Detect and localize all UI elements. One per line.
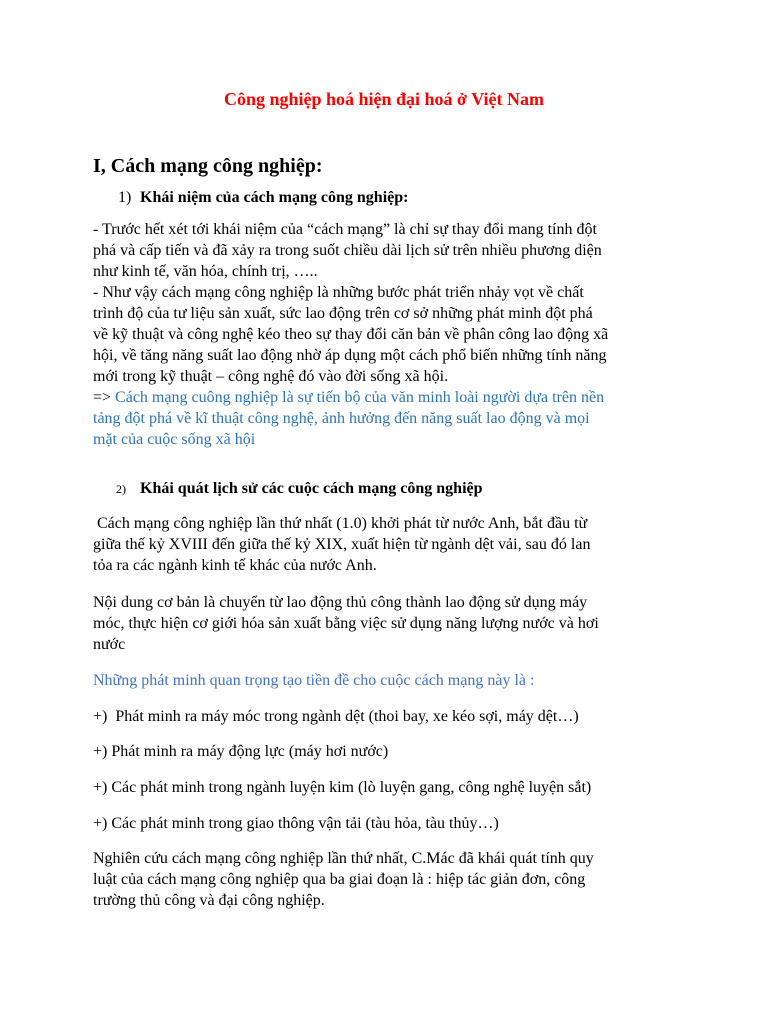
invention-item: +) Các phát minh trong ngành luyện kim (lò luyện gang, công nghệ luyện sắt)	[93, 779, 592, 796]
subheading-1-label: Khái niệm của cách mạng công nghiệp:	[140, 189, 409, 206]
invention-item: +) Phát minh ra máy móc trong ngành dệt (thoi bay, xe kéo sợi, máy dệt…)	[93, 708, 579, 725]
paragraph-marx	[93, 848, 683, 911]
subheading-1	[118, 189, 408, 207]
subheading-1-number: 1)	[118, 189, 132, 206]
conclusion-line: mặt của cuộc sống xã hội	[93, 431, 256, 448]
conclusion-arrow: =>	[93, 389, 116, 406]
text-line: hội, về tăng năng suất lao động nhờ áp dụng một cách phổ biến những tính năng	[93, 347, 607, 364]
conclusion-line	[93, 387, 683, 408]
paragraph-content	[93, 592, 683, 655]
text-line: luật của cách mạng công nghiệp qua ba giai đoạn là : hiệp tác giản đơn, công	[93, 871, 586, 888]
text-line: như kinh tế, văn hóa, chính trị, …..	[93, 263, 318, 280]
text-line: về kỹ thuật và công nghệ kéo theo sự thay đổi căn bản về phân công lao động xã	[93, 326, 609, 343]
subheading-2	[116, 480, 483, 498]
text-line: nước	[93, 636, 126, 653]
invention-item: +) Phát minh ra máy động lực (máy hơi nước)	[93, 743, 389, 760]
text-line: phá và cấp tiến và đã xảy ra trong suốt chiều dài lịch sử trên nhiều phương diện	[93, 242, 602, 259]
inventions-intro: Những phát minh quan trọng tạo tiền đề cho cuộc cách mạng này là :	[93, 672, 535, 689]
text-line: trường thủ công và đại công nghiệp.	[93, 892, 325, 909]
subheading-2-label: Khái quát lịch sử các cuộc cách mạng công nghiệp	[140, 480, 483, 497]
text-line: móc, thực hiện cơ giới hóa sản xuất bằng việc sử dụng năng lượng nước và hơi	[93, 615, 599, 632]
text-line: Nội dung cơ bản là chuyển từ lao động thủ công thành lao động sử dụng máy	[93, 594, 588, 611]
text-line: - Như vậy cách mạng công nghiệp là những bước phát triển nhảy vọt về chất	[93, 284, 584, 301]
text-line: - Trước hết xét tới khái niệm của “cách mạng” là chỉ sự thay đổi mang tính đột	[93, 221, 597, 238]
paragraph-first-revolution	[93, 513, 683, 576]
section-heading: I, Cách mạng công nghiệp:	[93, 155, 323, 177]
subheading-2-number: 2)	[116, 482, 126, 496]
text-line: trình độ của tư liệu sản xuất, sức lao động trên cơ sở những phát minh đột phá	[93, 305, 593, 322]
text-line: giữa thế kỷ XVIII đến giữa thế kỷ XIX, xuất hiện từ ngành dệt vải, sau đó lan	[93, 536, 591, 553]
document-title: Công nghiệp hoá hiện đại hoá ở Việt Nam	[223, 89, 545, 109]
text-line: tỏa ra các ngành kinh tế khác của nước Anh.	[93, 557, 377, 574]
text-line: mới trong kỹ thuật – công nghệ đó vào đời sống xã hội.	[93, 368, 449, 385]
text-line: Cách mạng công nghiệp lần thứ nhất (1.0) khởi phát từ nước Anh, bắt đầu từ	[93, 515, 588, 532]
conclusion-line: tảng đột phá về kĩ thuật công nghệ, ảnh hưởng đến năng suất lao động và mọi	[93, 410, 590, 427]
text-line: Nghiên cứu cách mạng công nghiệp lần thứ nhất, C.Mác đã khái quát tính quy	[93, 850, 594, 867]
conclusion-text: Cách mạng cuông nghiệp là sự tiến bộ của văn minh loài người dựa trên nền	[115, 389, 605, 406]
paragraph-definition	[93, 219, 683, 450]
invention-item: +) Các phát minh trong giao thông vận tải (tàu hỏa, tàu thủy…)	[93, 815, 499, 832]
